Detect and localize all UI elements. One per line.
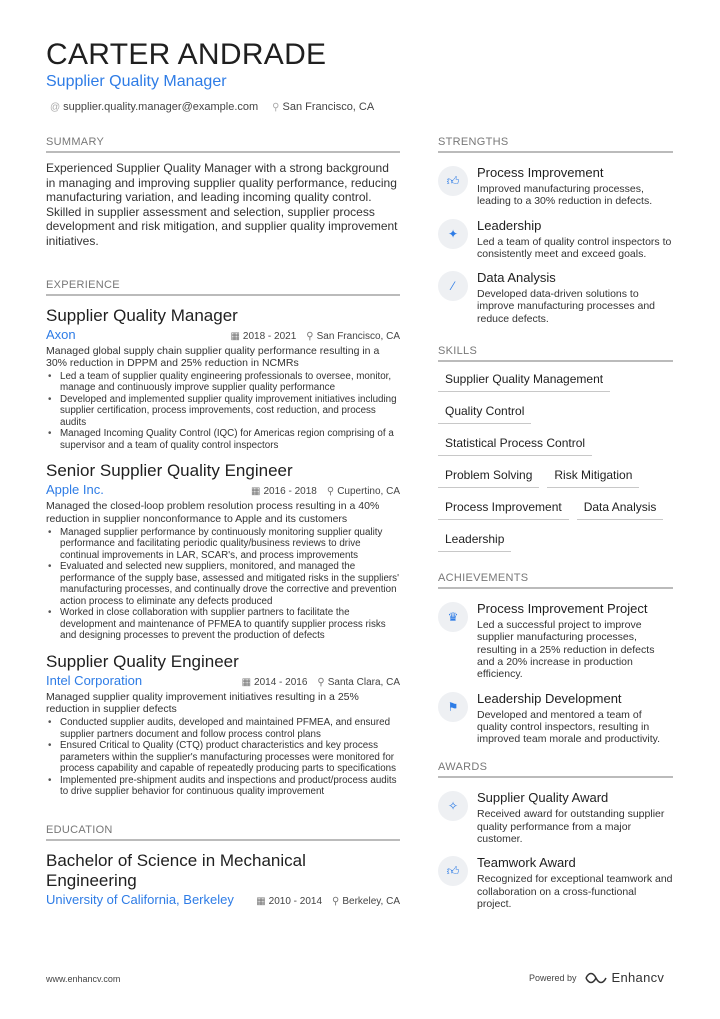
experience-bullet: • Ensured Critical to Quality (CTQ) product characteristics and key process parameters within the supplier's manufacturing processes were monitored for process capability and capable of repeatedly producing parts to specifications: [46, 740, 400, 775]
strength-item: [438, 165, 673, 208]
strength-item: [438, 218, 673, 261]
job-location: Cupertino, CA: [337, 486, 400, 498]
job-dates: 2014 - 2016: [254, 676, 308, 688]
star-icon: ✧: [438, 791, 468, 821]
experience-bullet: • Evaluated and selected new suppliers, monitored, and managed the performance of the supply base, assessed and mitigated risks in the suppliers' manufacturing processes, and continually drove the corrective and prevention action process to eliminate any defects produced: [46, 561, 400, 607]
location-pin-icon: ⚲: [332, 895, 340, 907]
strength-title: Leadership: [477, 217, 542, 233]
education-entry: [46, 851, 400, 907]
skills-list: [438, 370, 673, 552]
achievement-item: [438, 601, 673, 680]
experience-heading: EXPERIENCE: [46, 279, 400, 296]
summary-heading: SUMMARY: [46, 136, 400, 153]
job-title: Supplier Quality Manager: [46, 305, 238, 325]
strengths-list: [438, 165, 673, 325]
skill-tag: Quality Control: [438, 402, 531, 424]
footer-website[interactable]: www.enhancv.com: [46, 974, 121, 984]
award-description: Recognized for exceptional teamwork and collaboration on a cross-functional project.: [477, 873, 673, 910]
skill-tag: Risk Mitigation: [547, 466, 639, 488]
job-location: Santa Clara, CA: [327, 676, 400, 688]
award-title: Teamwork Award: [477, 855, 576, 871]
strengths-heading: STRENGTHS: [438, 136, 673, 153]
education-school: University of California, Berkeley: [46, 891, 234, 907]
education-heading: EDUCATION: [46, 824, 400, 841]
skill-tag: Statistical Process Control: [438, 434, 592, 456]
award-title: Supplier Quality Award: [477, 790, 609, 806]
experience-bullet: • Managed Incoming Quality Control (IQC) for Americas region comprising of a supervisor and a team of quality control inspectors: [46, 428, 400, 451]
achievement-item: [438, 691, 673, 746]
experience-bullet: • Implemented pre-shipment audits and inspections and product/process audits to drive supplier behavior for continuous quality improvement: [46, 775, 400, 798]
at-icon: @: [50, 102, 61, 113]
skills-heading: SKILLS: [438, 345, 673, 362]
enhancv-logo-icon: [585, 972, 607, 984]
calendar-icon: ▦: [256, 895, 266, 907]
calendar-icon: ▦: [251, 486, 261, 498]
job-description: Managed the closed-loop problem resolution process resulting in a 40% reduction in supplier nonconformance to Apple and its customers: [46, 500, 380, 525]
skill-tag: Process Improvement: [438, 498, 569, 520]
experience-bullet: • Worked in close collaboration with supplier partners to facilitate the development and maintenance of PFMEA to quantify supplier process risks and designing processes to prevent the production of defects: [46, 607, 400, 642]
location-pin-icon: ⚲: [317, 676, 325, 688]
calendar-icon: ▦: [241, 676, 252, 688]
experience-bullet: • Developed and implemented supplier quality improvement initiatives including supplier certification, process improvements, cost reduction, and process audits: [46, 394, 400, 429]
achievements-heading: ACHIEVEMENTS: [438, 572, 673, 589]
job-title: Senior Supplier Quality Engineer: [46, 461, 293, 481]
magic-wand-icon: ⁄: [438, 271, 468, 301]
experience-bullet: • Managed supplier performance by continuously monitoring supplier quality performance and facilitating periodic quality/business reviews to drive continual improvements in LAR, SCAR's, and process improvements: [46, 527, 400, 562]
experience-list: [46, 306, 400, 798]
location-pin-icon: ⚲: [272, 102, 280, 113]
education-degree: Bachelor of Science in Mechanical Engineering: [46, 850, 306, 890]
left-column: [46, 136, 400, 907]
education-location: Berkeley, CA: [342, 895, 400, 907]
experience-entry: [46, 306, 400, 452]
lightbulb-icon: ✦: [438, 219, 468, 249]
thumbs-up-icon: 👍︎: [438, 166, 468, 196]
strength-description: Improved manufacturing processes, leading to a 30% reduction in defects.: [477, 183, 653, 208]
brand-logo[interactable]: [585, 970, 665, 985]
company-name: Apple Inc.: [46, 482, 104, 498]
skill-tag: Supplier Quality Management: [438, 370, 610, 392]
location-text: San Francisco, CA: [282, 101, 375, 113]
awards-list: [438, 790, 673, 910]
strength-title: Data Analysis: [477, 270, 556, 286]
achievement-description: Led a successful project to improve supplier manufacturing processes, resulting in a 25% reduction in defects and a 20% increase in production efficiency.: [477, 619, 655, 681]
brand-name: Enhancv: [611, 970, 665, 985]
candidate-title: Supplier Quality Manager: [46, 73, 227, 90]
strength-item: [438, 270, 673, 325]
location-contact: [272, 101, 374, 113]
achievement-title: Leadership Development: [477, 690, 622, 706]
contact-row: [50, 101, 374, 113]
email-text: supplier.quality.manager@example.com: [63, 101, 259, 113]
job-description: Managed global supply chain supplier quality performance resulting in a 30% reduction in DPPM and 25% reduction in NCMRs: [46, 344, 380, 369]
experience-bullet: • Conducted supplier audits, developed and maintained PFMEA, and ensured supplier partners document and follow process control plans: [46, 717, 400, 740]
flag-icon: ⚑: [438, 692, 468, 722]
location-pin-icon: ⚲: [306, 330, 314, 342]
job-description: Managed supplier quality improvement initiatives resulting in a 25% reduction in supplier defects: [46, 690, 359, 716]
experience-bullet: • Led a team of supplier quality engineering professionals to oversee, monitor, manage and continuously improve supplier quality performance: [46, 371, 400, 394]
company-name: Intel Corporation: [46, 672, 143, 688]
job-dates: 2018 - 2021: [242, 330, 297, 342]
experience-entry: [46, 652, 400, 798]
award-description: Received award for outstanding supplier quality performance from a major customer.: [477, 808, 665, 846]
calendar-icon: ▦: [230, 330, 240, 342]
skill-tag: Leadership: [438, 530, 511, 552]
candidate-name: CARTER ANDRADE: [46, 38, 327, 71]
awards-heading: AWARDS: [438, 761, 673, 778]
email-contact[interactable]: [50, 101, 258, 113]
strength-description: Led a team of quality control inspectors to consistently meet and exceed goals.: [477, 235, 672, 260]
powered-by-label: Powered by: [529, 972, 577, 983]
achievement-description: Developed and mentored a team of quality control inspectors, resulting in improved team morale and productivity.: [477, 708, 661, 746]
job-bullets: [46, 527, 400, 642]
trophy-icon: ♛: [438, 602, 468, 632]
award-item: [438, 790, 673, 845]
job-bullets: [46, 371, 400, 452]
education-dates: 2010 - 2014: [268, 895, 323, 907]
job-location: San Francisco, CA: [316, 330, 400, 342]
thumbs-up-icon: 👍︎: [438, 856, 468, 886]
location-pin-icon: ⚲: [326, 486, 335, 498]
summary-text: Experienced Supplier Quality Manager with a strong background in managing and improving supplier quality performance, reducing manufacturing variation, and leading incoming quality control. Skilled in supplier assessment and selection, supplier process development and risk mitigation, and supplier quality improvement initiatives.: [46, 161, 398, 248]
footer-powered: [529, 970, 664, 985]
skill-tag: Problem Solving: [438, 466, 539, 488]
achievements-list: [438, 601, 673, 745]
job-title: Supplier Quality Engineer: [46, 651, 239, 671]
award-item: [438, 855, 673, 910]
job-dates: 2016 - 2018: [263, 486, 317, 498]
company-name: Axon: [46, 326, 76, 342]
achievement-title: Process Improvement Project: [477, 601, 648, 617]
strength-description: Developed data-driven solutions to improve manufacturing processes and reduce defects.: [477, 288, 656, 325]
strength-title: Process Improvement: [477, 165, 604, 180]
skill-tag: Data Analysis: [577, 498, 664, 520]
job-bullets: [46, 717, 400, 798]
experience-entry: [46, 461, 400, 641]
right-column: [438, 136, 673, 920]
